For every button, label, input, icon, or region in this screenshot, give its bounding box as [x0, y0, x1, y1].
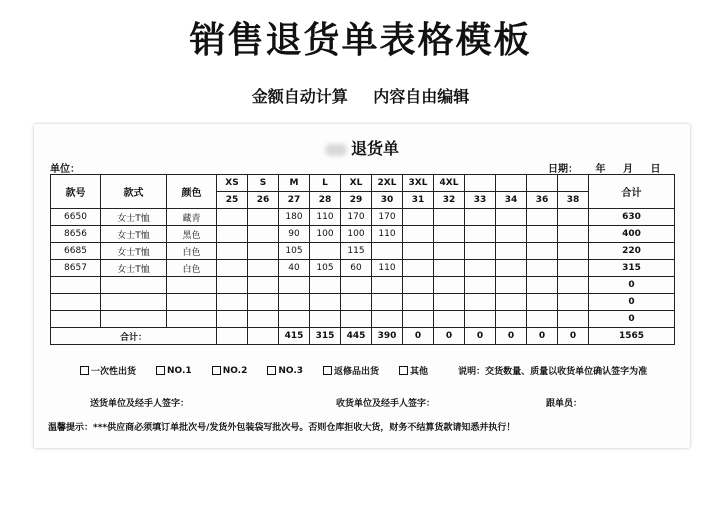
qty-cell[interactable]: [341, 294, 372, 311]
qty-cell[interactable]: [403, 260, 434, 277]
size-code: 36: [527, 192, 558, 209]
form-title-wrap: [34, 136, 690, 159]
reminder-text: 温馨提示：***供应商必须填订单批次号/发货外包装袋写批次号。否则仓库拒收大货，财务不结算货款请知悉并执行！: [48, 423, 516, 433]
row-total-cell[interactable]: 400: [589, 226, 675, 243]
qty-cell[interactable]: [248, 277, 279, 294]
qty-cell[interactable]: [403, 294, 434, 311]
unit-label: 单位：: [50, 164, 80, 175]
size-name: [558, 175, 589, 192]
page-title: 销售退货单表格模板: [189, 20, 532, 61]
qty-cell[interactable]: [527, 226, 558, 243]
sum-cell: 315: [310, 328, 341, 345]
qty-cell[interactable]: [434, 294, 465, 311]
sum-cell: [217, 328, 248, 345]
qty-cell[interactable]: 105: [310, 260, 341, 277]
qty-cell[interactable]: [310, 311, 341, 328]
item-no-cell[interactable]: 8656: [51, 226, 101, 243]
table-row: [51, 294, 675, 311]
qty-cell[interactable]: [434, 277, 465, 294]
qty-cell[interactable]: [496, 243, 527, 260]
blurred-logo: [325, 144, 347, 156]
qty-cell[interactable]: [527, 243, 558, 260]
return-form: [34, 124, 690, 448]
size-name: S: [248, 175, 279, 192]
style-cell[interactable]: 女士T恤: [101, 260, 167, 277]
qty-cell[interactable]: [279, 277, 310, 294]
qty-cell[interactable]: [558, 260, 589, 277]
sum-cell: 0: [558, 328, 589, 345]
table-row: [51, 209, 675, 226]
option-label: NO.3: [278, 365, 304, 376]
qty-cell[interactable]: [496, 209, 527, 226]
item-no-cell[interactable]: [51, 277, 101, 294]
size-name: [496, 175, 527, 192]
size-name-row: [51, 175, 675, 192]
shipment-options: [80, 364, 647, 377]
qty-cell[interactable]: [403, 209, 434, 226]
size-name: XS: [217, 175, 248, 192]
qty-cell[interactable]: [248, 226, 279, 243]
sum-cell: [248, 328, 279, 345]
qty-cell[interactable]: [558, 209, 589, 226]
item-no-cell[interactable]: [51, 294, 101, 311]
option-no3[interactable]: [267, 364, 303, 377]
checkbox-icon[interactable]: [80, 366, 89, 375]
style-cell[interactable]: [101, 311, 167, 328]
qty-cell[interactable]: [434, 260, 465, 277]
size-name: M: [279, 175, 310, 192]
style-cell[interactable]: 女士T恤: [101, 226, 167, 243]
qty-cell[interactable]: [372, 277, 403, 294]
sum-cell: 415: [279, 328, 310, 345]
qty-cell[interactable]: [527, 260, 558, 277]
checkbox-icon[interactable]: [323, 366, 332, 375]
sum-cell: 0: [465, 328, 496, 345]
qty-cell[interactable]: [434, 226, 465, 243]
qty-cell[interactable]: [465, 311, 496, 328]
qty-cell[interactable]: [248, 311, 279, 328]
item-no-cell[interactable]: [51, 311, 101, 328]
qty-cell[interactable]: [558, 226, 589, 243]
table-row: [51, 277, 675, 294]
option-repair[interactable]: [323, 364, 379, 377]
option-label: 一次性出货: [91, 367, 137, 377]
size-code: 25: [217, 192, 248, 209]
qty-cell[interactable]: [372, 243, 403, 260]
qty-cell[interactable]: 40: [279, 260, 310, 277]
qty-cell[interactable]: [403, 243, 434, 260]
item-no-cell[interactable]: 8657: [51, 260, 101, 277]
sender-signature: 送货单位及经手人签字：: [90, 399, 190, 409]
table-row: [51, 311, 675, 328]
qty-cell[interactable]: 115: [341, 243, 372, 260]
size-code: 31: [403, 192, 434, 209]
option-label: NO.2: [222, 365, 248, 376]
qty-cell[interactable]: [217, 243, 248, 260]
qty-cell[interactable]: 105: [279, 243, 310, 260]
col-style: 款式: [101, 175, 167, 209]
size-code: 27: [279, 192, 310, 209]
size-code: 29: [341, 192, 372, 209]
row-total-cell[interactable]: 0: [589, 311, 675, 328]
size-code: 38: [558, 192, 589, 209]
qty-cell[interactable]: [465, 243, 496, 260]
checkbox-icon[interactable]: [212, 366, 221, 375]
sum-cell: 0: [527, 328, 558, 345]
size-code: 26: [248, 192, 279, 209]
qty-cell[interactable]: [465, 294, 496, 311]
size-code: 30: [372, 192, 403, 209]
qty-cell[interactable]: [465, 226, 496, 243]
option-no2[interactable]: [212, 364, 248, 377]
row-total-cell[interactable]: 0: [589, 294, 675, 311]
row-total-cell[interactable]: 0: [589, 277, 675, 294]
qty-cell[interactable]: 180: [279, 209, 310, 226]
qty-cell[interactable]: 60: [341, 260, 372, 277]
color-cell[interactable]: 黑色: [167, 226, 217, 243]
qty-cell[interactable]: [341, 277, 372, 294]
qty-cell[interactable]: [434, 209, 465, 226]
date-label: 日期： 年 月 日: [548, 164, 661, 175]
qty-cell[interactable]: 90: [279, 226, 310, 243]
qty-cell[interactable]: [558, 243, 589, 260]
item-no-cell[interactable]: 6650: [51, 209, 101, 226]
qty-cell[interactable]: [279, 311, 310, 328]
col-color: 颜色: [167, 175, 217, 209]
qty-cell[interactable]: 100: [341, 226, 372, 243]
qty-cell[interactable]: [465, 277, 496, 294]
follow-up-signature: 跟单员：: [546, 399, 583, 409]
form-note: 说明：交货数量、质量以收货单位确认签字为准: [458, 367, 648, 377]
qty-cell[interactable]: [217, 209, 248, 226]
size-name: 3XL: [403, 175, 434, 192]
sum-label: 合计：: [51, 328, 217, 345]
sum-cell: 390: [372, 328, 403, 345]
qty-cell[interactable]: [403, 277, 434, 294]
qty-cell[interactable]: [527, 209, 558, 226]
qty-cell[interactable]: 100: [310, 226, 341, 243]
qty-cell[interactable]: [496, 226, 527, 243]
qty-cell[interactable]: [248, 294, 279, 311]
qty-cell[interactable]: [310, 277, 341, 294]
size-code: 34: [496, 192, 527, 209]
option-label: 其他: [410, 367, 429, 377]
qty-cell[interactable]: [217, 294, 248, 311]
checkbox-icon[interactable]: [399, 366, 408, 375]
page-subtitle: 金额自动计算 内容自由编辑: [251, 87, 470, 106]
qty-cell[interactable]: 170: [372, 209, 403, 226]
return-table: [50, 174, 675, 345]
item-no-cell[interactable]: 6685: [51, 243, 101, 260]
table-row: [51, 243, 675, 260]
sum-row: [51, 328, 675, 345]
qty-cell[interactable]: 170: [341, 209, 372, 226]
row-total-cell[interactable]: 220: [589, 243, 675, 260]
qty-cell[interactable]: [217, 311, 248, 328]
qty-cell[interactable]: [217, 277, 248, 294]
qty-cell[interactable]: 110: [372, 226, 403, 243]
table-body: [51, 209, 675, 328]
color-cell[interactable]: 藏青: [167, 209, 217, 226]
qty-cell[interactable]: [341, 311, 372, 328]
size-name: 4XL: [434, 175, 465, 192]
qty-cell[interactable]: [496, 277, 527, 294]
qty-cell[interactable]: [372, 294, 403, 311]
qty-cell[interactable]: [248, 209, 279, 226]
sum-cell: 0: [403, 328, 434, 345]
qty-cell[interactable]: [496, 311, 527, 328]
qty-cell[interactable]: [496, 260, 527, 277]
option-one-time[interactable]: [80, 364, 136, 377]
qty-cell[interactable]: [217, 226, 248, 243]
color-cell[interactable]: [167, 311, 217, 328]
size-name: [527, 175, 558, 192]
form-title: 退货单: [350, 139, 399, 158]
style-cell[interactable]: 女士T恤: [101, 209, 167, 226]
sum-cell: 0: [434, 328, 465, 345]
qty-cell[interactable]: [558, 277, 589, 294]
option-label: 返修品出货: [334, 367, 380, 377]
qty-cell[interactable]: [310, 294, 341, 311]
style-cell[interactable]: 女士T恤: [101, 243, 167, 260]
qty-cell[interactable]: [217, 260, 248, 277]
grand-total: 1565: [589, 328, 675, 345]
qty-cell[interactable]: [527, 277, 558, 294]
sum-cell: 445: [341, 328, 372, 345]
qty-cell[interactable]: [465, 209, 496, 226]
size-name: XL: [341, 175, 372, 192]
color-cell[interactable]: 白色: [167, 260, 217, 277]
color-cell[interactable]: [167, 294, 217, 311]
table-row: [51, 260, 675, 277]
size-code: 33: [465, 192, 496, 209]
size-code: 28: [310, 192, 341, 209]
option-other[interactable]: [399, 364, 428, 377]
receiver-signature: 收货单位及经手人签字：: [336, 399, 436, 409]
size-name: [465, 175, 496, 192]
qty-cell[interactable]: [372, 311, 403, 328]
qty-cell[interactable]: [403, 226, 434, 243]
color-cell[interactable]: [167, 277, 217, 294]
qty-cell[interactable]: 110: [372, 260, 403, 277]
row-total-cell[interactable]: 315: [589, 260, 675, 277]
col-total: 合计: [589, 175, 675, 209]
size-name: 2XL: [372, 175, 403, 192]
option-no1[interactable]: [156, 364, 192, 377]
checkbox-icon[interactable]: [156, 366, 165, 375]
qty-cell[interactable]: [434, 243, 465, 260]
qty-cell[interactable]: [248, 260, 279, 277]
qty-cell[interactable]: [403, 311, 434, 328]
qty-cell[interactable]: [434, 311, 465, 328]
qty-cell[interactable]: [248, 243, 279, 260]
table-row: [51, 226, 675, 243]
qty-cell[interactable]: [279, 294, 310, 311]
qty-cell[interactable]: 110: [310, 209, 341, 226]
size-name: L: [310, 175, 341, 192]
qty-cell[interactable]: [558, 294, 589, 311]
qty-cell[interactable]: [310, 243, 341, 260]
style-cell[interactable]: [101, 277, 167, 294]
row-total-cell[interactable]: 630: [589, 209, 675, 226]
col-item-no: 款号: [51, 175, 101, 209]
qty-cell[interactable]: [527, 294, 558, 311]
size-code: 32: [434, 192, 465, 209]
qty-cell[interactable]: [496, 294, 527, 311]
qty-cell[interactable]: [558, 311, 589, 328]
checkbox-icon[interactable]: [267, 366, 276, 375]
color-cell[interactable]: 白色: [167, 243, 217, 260]
sum-cell: 0: [496, 328, 527, 345]
qty-cell[interactable]: [465, 260, 496, 277]
qty-cell[interactable]: [527, 311, 558, 328]
style-cell[interactable]: [101, 294, 167, 311]
option-label: NO.1: [167, 365, 192, 376]
